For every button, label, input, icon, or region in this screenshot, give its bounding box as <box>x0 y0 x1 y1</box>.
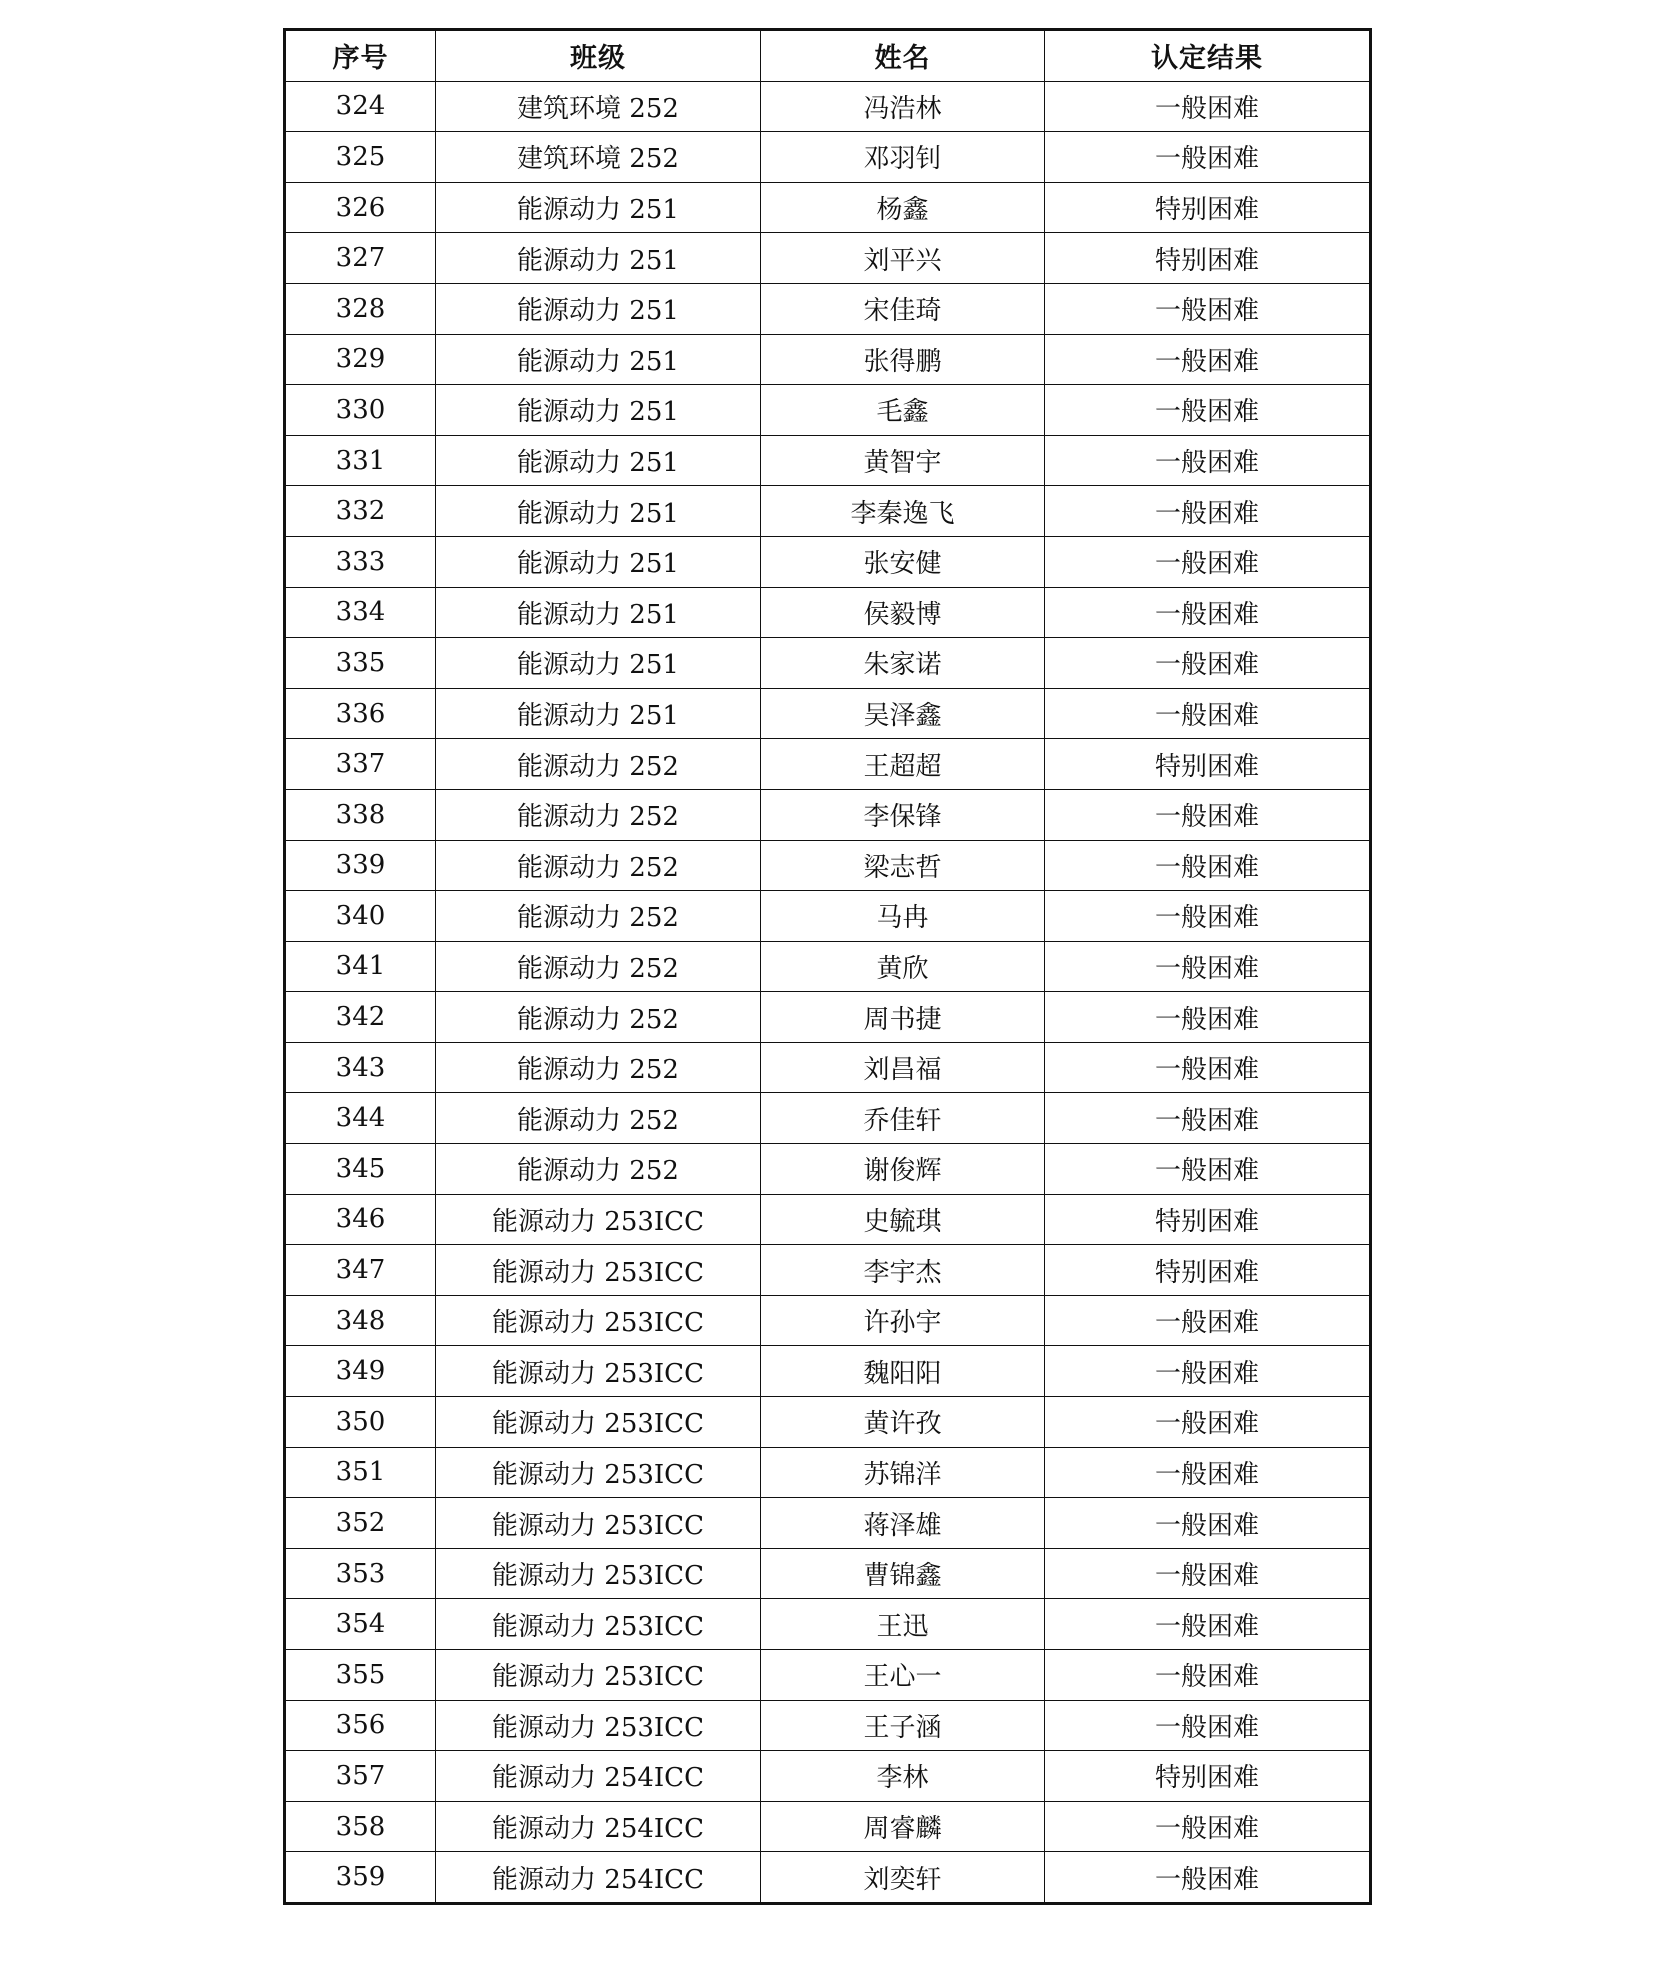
header-row <box>285 30 1371 82</box>
table-row <box>285 739 1371 790</box>
cell-result: 一般困难 <box>1045 1093 1371 1144</box>
cell-seq: 341 <box>285 941 436 992</box>
cell-seq: 352 <box>285 1498 436 1549</box>
cell-name: 刘奕轩 <box>761 1852 1045 1904</box>
cell-result: 一般困难 <box>1045 688 1371 739</box>
cell-seq: 340 <box>285 891 436 942</box>
cell-result: 一般困难 <box>1045 891 1371 942</box>
cell-result: 一般困难 <box>1045 1852 1371 1904</box>
cell-result: 一般困难 <box>1045 992 1371 1043</box>
cell-name: 宋佳琦 <box>761 283 1045 334</box>
cell-result: 特别困难 <box>1045 1751 1371 1802</box>
cell-class: 能源动力 254ICC <box>436 1801 761 1852</box>
cell-class: 能源动力 251 <box>436 385 761 436</box>
table-row <box>285 1144 1371 1195</box>
cell-seq: 358 <box>285 1801 436 1852</box>
cell-result: 一般困难 <box>1045 789 1371 840</box>
cell-result: 一般困难 <box>1045 132 1371 183</box>
cell-name: 李宇杰 <box>761 1245 1045 1296</box>
table-row <box>285 81 1371 132</box>
cell-seq: 344 <box>285 1093 436 1144</box>
cell-class: 能源动力 252 <box>436 992 761 1043</box>
cell-class: 能源动力 252 <box>436 1042 761 1093</box>
table-row <box>285 334 1371 385</box>
cell-class: 能源动力 252 <box>436 789 761 840</box>
table-row <box>285 1295 1371 1346</box>
table-row <box>285 688 1371 739</box>
cell-name: 周书捷 <box>761 992 1045 1043</box>
cell-class: 能源动力 252 <box>436 1093 761 1144</box>
cell-seq: 326 <box>285 182 436 233</box>
cell-class: 能源动力 254ICC <box>436 1852 761 1904</box>
cell-seq: 348 <box>285 1295 436 1346</box>
table-row <box>285 1548 1371 1599</box>
cell-name: 朱家诺 <box>761 638 1045 689</box>
cell-name: 苏锦洋 <box>761 1447 1045 1498</box>
cell-class: 建筑环境 252 <box>436 81 761 132</box>
cell-name: 谢俊辉 <box>761 1144 1045 1195</box>
table-row <box>285 1852 1371 1904</box>
cell-result: 一般困难 <box>1045 1346 1371 1397</box>
cell-seq: 332 <box>285 486 436 537</box>
table-row <box>285 233 1371 284</box>
cell-name: 邓羽钊 <box>761 132 1045 183</box>
cell-result: 一般困难 <box>1045 334 1371 385</box>
cell-seq: 330 <box>285 385 436 436</box>
table-row <box>285 840 1371 891</box>
cell-name: 黄欣 <box>761 941 1045 992</box>
cell-name: 冯浩林 <box>761 81 1045 132</box>
cell-result: 一般困难 <box>1045 587 1371 638</box>
cell-result: 特别困难 <box>1045 1245 1371 1296</box>
cell-class: 能源动力 252 <box>436 739 761 790</box>
table-body <box>285 81 1371 1903</box>
cell-class: 能源动力 253ICC <box>436 1194 761 1245</box>
cell-name: 张安健 <box>761 536 1045 587</box>
cell-seq: 354 <box>285 1599 436 1650</box>
table-row <box>285 486 1371 537</box>
cell-class: 能源动力 251 <box>436 638 761 689</box>
cell-name: 王迅 <box>761 1599 1045 1650</box>
cell-name: 乔佳轩 <box>761 1093 1045 1144</box>
table-row <box>285 1498 1371 1549</box>
cell-class: 能源动力 252 <box>436 1144 761 1195</box>
table-row <box>285 638 1371 689</box>
cell-name: 李秦逸飞 <box>761 486 1045 537</box>
cell-seq: 324 <box>285 81 436 132</box>
cell-name: 马冉 <box>761 891 1045 942</box>
table-row <box>285 1245 1371 1296</box>
cell-seq: 350 <box>285 1397 436 1448</box>
cell-result: 特别困难 <box>1045 233 1371 284</box>
cell-class: 能源动力 253ICC <box>436 1245 761 1296</box>
cell-class: 能源动力 251 <box>436 587 761 638</box>
cell-name: 周睿麟 <box>761 1801 1045 1852</box>
cell-result: 特别困难 <box>1045 1194 1371 1245</box>
table-row <box>285 1599 1371 1650</box>
cell-seq: 359 <box>285 1852 436 1904</box>
cell-result: 一般困难 <box>1045 941 1371 992</box>
header-result: 认定结果 <box>1045 30 1371 82</box>
cell-result: 一般困难 <box>1045 536 1371 587</box>
cell-seq: 335 <box>285 638 436 689</box>
header-seq: 序号 <box>285 30 436 82</box>
cell-result: 一般困难 <box>1045 1447 1371 1498</box>
cell-class: 能源动力 253ICC <box>436 1548 761 1599</box>
cell-seq: 327 <box>285 233 436 284</box>
cell-seq: 349 <box>285 1346 436 1397</box>
cell-result: 特别困难 <box>1045 739 1371 790</box>
cell-result: 一般困难 <box>1045 385 1371 436</box>
cell-class: 能源动力 253ICC <box>436 1295 761 1346</box>
cell-name: 王子涵 <box>761 1700 1045 1751</box>
cell-seq: 342 <box>285 992 436 1043</box>
cell-class: 能源动力 254ICC <box>436 1751 761 1802</box>
table-row <box>285 1751 1371 1802</box>
table-row <box>285 789 1371 840</box>
cell-seq: 343 <box>285 1042 436 1093</box>
cell-class: 能源动力 251 <box>436 688 761 739</box>
roster-table <box>283 28 1372 1905</box>
cell-class: 建筑环境 252 <box>436 132 761 183</box>
cell-seq: 346 <box>285 1194 436 1245</box>
cell-name: 吴泽鑫 <box>761 688 1045 739</box>
cell-name: 毛鑫 <box>761 385 1045 436</box>
table-row <box>285 1801 1371 1852</box>
table-row <box>285 385 1371 436</box>
cell-class: 能源动力 253ICC <box>436 1397 761 1448</box>
cell-class: 能源动力 253ICC <box>436 1700 761 1751</box>
cell-class: 能源动力 251 <box>436 334 761 385</box>
cell-name: 蒋泽雄 <box>761 1498 1045 1549</box>
cell-seq: 329 <box>285 334 436 385</box>
table-row <box>285 182 1371 233</box>
header-name: 姓名 <box>761 30 1045 82</box>
cell-class: 能源动力 252 <box>436 891 761 942</box>
cell-class: 能源动力 253ICC <box>436 1599 761 1650</box>
cell-name: 魏阳阳 <box>761 1346 1045 1397</box>
cell-name: 李保锋 <box>761 789 1045 840</box>
cell-result: 一般困难 <box>1045 486 1371 537</box>
table-row <box>285 1042 1371 1093</box>
cell-seq: 328 <box>285 283 436 334</box>
cell-result: 一般困难 <box>1045 1397 1371 1448</box>
cell-name: 王心一 <box>761 1650 1045 1701</box>
cell-result: 一般困难 <box>1045 1498 1371 1549</box>
cell-result: 一般困难 <box>1045 1548 1371 1599</box>
cell-seq: 325 <box>285 132 436 183</box>
table-row <box>285 1700 1371 1751</box>
cell-result: 一般困难 <box>1045 638 1371 689</box>
table-row <box>285 891 1371 942</box>
table-row <box>285 283 1371 334</box>
cell-name: 黄许孜 <box>761 1397 1045 1448</box>
cell-name: 李林 <box>761 1751 1045 1802</box>
cell-name: 梁志哲 <box>761 840 1045 891</box>
cell-seq: 338 <box>285 789 436 840</box>
cell-seq: 339 <box>285 840 436 891</box>
table-row <box>285 941 1371 992</box>
cell-seq: 347 <box>285 1245 436 1296</box>
cell-class: 能源动力 252 <box>436 840 761 891</box>
cell-result: 一般困难 <box>1045 435 1371 486</box>
table-row <box>285 1447 1371 1498</box>
cell-class: 能源动力 251 <box>436 283 761 334</box>
cell-class: 能源动力 253ICC <box>436 1346 761 1397</box>
table-row <box>285 992 1371 1043</box>
table-row <box>285 1397 1371 1448</box>
cell-class: 能源动力 253ICC <box>436 1498 761 1549</box>
cell-class: 能源动力 251 <box>436 435 761 486</box>
table-row <box>285 1346 1371 1397</box>
cell-name: 侯毅博 <box>761 587 1045 638</box>
cell-result: 特别困难 <box>1045 182 1371 233</box>
cell-name: 王超超 <box>761 739 1045 790</box>
cell-seq: 345 <box>285 1144 436 1195</box>
cell-name: 曹锦鑫 <box>761 1548 1045 1599</box>
cell-class: 能源动力 252 <box>436 941 761 992</box>
cell-class: 能源动力 251 <box>436 182 761 233</box>
cell-result: 一般困难 <box>1045 840 1371 891</box>
table-row <box>285 435 1371 486</box>
cell-result: 一般困难 <box>1045 1650 1371 1701</box>
table-row <box>285 132 1371 183</box>
cell-seq: 331 <box>285 435 436 486</box>
cell-result: 一般困难 <box>1045 1042 1371 1093</box>
cell-class: 能源动力 251 <box>436 486 761 537</box>
cell-seq: 333 <box>285 536 436 587</box>
cell-result: 一般困难 <box>1045 1144 1371 1195</box>
cell-seq: 337 <box>285 739 436 790</box>
cell-name: 刘昌福 <box>761 1042 1045 1093</box>
cell-class: 能源动力 251 <box>436 536 761 587</box>
cell-class: 能源动力 251 <box>436 233 761 284</box>
cell-name: 史毓琪 <box>761 1194 1045 1245</box>
cell-result: 一般困难 <box>1045 1295 1371 1346</box>
cell-result: 一般困难 <box>1045 1599 1371 1650</box>
cell-class: 能源动力 253ICC <box>436 1447 761 1498</box>
cell-name: 许孙宇 <box>761 1295 1045 1346</box>
header-class: 班级 <box>436 30 761 82</box>
cell-seq: 356 <box>285 1700 436 1751</box>
table-row <box>285 1194 1371 1245</box>
cell-seq: 336 <box>285 688 436 739</box>
cell-result: 一般困难 <box>1045 283 1371 334</box>
cell-seq: 357 <box>285 1751 436 1802</box>
cell-seq: 351 <box>285 1447 436 1498</box>
cell-result: 一般困难 <box>1045 81 1371 132</box>
cell-result: 一般困难 <box>1045 1801 1371 1852</box>
table-row <box>285 536 1371 587</box>
cell-name: 张得鹏 <box>761 334 1045 385</box>
table-row <box>285 1650 1371 1701</box>
cell-seq: 353 <box>285 1548 436 1599</box>
cell-seq: 355 <box>285 1650 436 1701</box>
cell-class: 能源动力 253ICC <box>436 1650 761 1701</box>
cell-seq: 334 <box>285 587 436 638</box>
cell-result: 一般困难 <box>1045 1700 1371 1751</box>
cell-name: 刘平兴 <box>761 233 1045 284</box>
cell-name: 杨鑫 <box>761 182 1045 233</box>
cell-name: 黄智宇 <box>761 435 1045 486</box>
table-row <box>285 587 1371 638</box>
table-row <box>285 1093 1371 1144</box>
